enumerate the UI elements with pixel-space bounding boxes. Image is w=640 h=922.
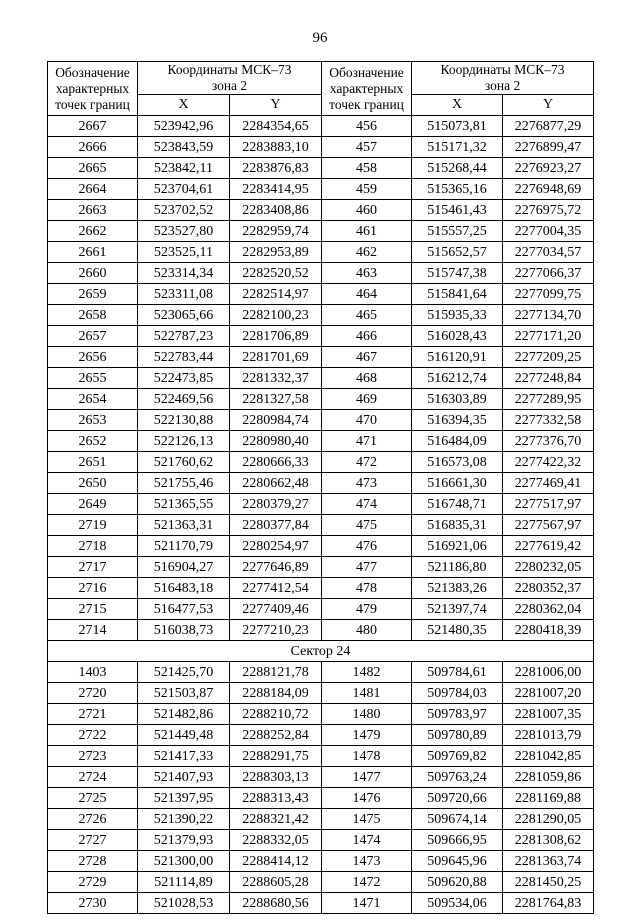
point-id-cell: 470 (322, 410, 412, 431)
point-id-cell: 1472 (322, 872, 412, 893)
table-row (48, 851, 594, 872)
point-id-cell: 2651 (48, 452, 138, 473)
y-coordinate-cell: 2281363,74 (503, 851, 594, 872)
y-coordinate-cell: 2281007,20 (503, 683, 594, 704)
x-coordinate-cell: 523702,52 (138, 200, 230, 221)
table-row (48, 494, 594, 515)
table-row (48, 788, 594, 809)
y-coordinate-cell: 2277422,32 (503, 452, 594, 473)
x-coordinate-cell: 523525,11 (138, 242, 230, 263)
point-id-cell: 1471 (322, 893, 412, 914)
point-id-cell: 466 (322, 326, 412, 347)
x-coordinate-cell: 509674,14 (412, 809, 503, 830)
x-coordinate-cell: 521397,74 (412, 599, 503, 620)
y-coordinate-cell: 2283876,83 (230, 158, 322, 179)
point-id-cell: 2722 (48, 725, 138, 746)
x-column-header: X (138, 95, 230, 116)
x-coordinate-cell: 509784,03 (412, 683, 503, 704)
point-id-cell: 471 (322, 431, 412, 452)
y-coordinate-cell: 2277134,70 (503, 305, 594, 326)
point-id-cell: 2715 (48, 599, 138, 620)
y-coordinate-cell: 2281007,35 (503, 704, 594, 725)
table-row (48, 137, 594, 158)
point-id-cell: 2656 (48, 347, 138, 368)
y-coordinate-cell: 2288680,56 (230, 893, 322, 914)
y-coordinate-cell: 2281042,85 (503, 746, 594, 767)
point-id-cell: 460 (322, 200, 412, 221)
y-coordinate-cell: 2277171,20 (503, 326, 594, 347)
designation-header-line: характерных (329, 80, 404, 96)
x-coordinate-cell: 515841,64 (412, 284, 503, 305)
table-row (48, 830, 594, 851)
page-number: 96 (312, 30, 328, 46)
y-coordinate-cell: 2277210,23 (230, 620, 322, 641)
x-coordinate-cell: 521480,35 (412, 620, 503, 641)
table-row (48, 200, 594, 221)
coords-header-line: зона 2 (211, 78, 248, 93)
y-coordinate-cell: 2288121,78 (230, 662, 322, 683)
point-id-cell: 1482 (322, 662, 412, 683)
designation-header-line: точек границ (329, 96, 404, 112)
y-coordinate-cell: 2282520,52 (230, 263, 322, 284)
y-coordinate-cell: 2277619,42 (503, 536, 594, 557)
x-coordinate-cell: 523942,96 (138, 116, 230, 137)
table-row (48, 389, 594, 410)
point-id-cell: 1477 (322, 767, 412, 788)
x-coordinate-cell: 522469,56 (138, 389, 230, 410)
designation-header-line: Обозначение (329, 64, 404, 80)
x-coordinate-cell: 516394,35 (412, 410, 503, 431)
table-row (48, 221, 594, 242)
x-coordinate-cell: 515461,43 (412, 200, 503, 221)
point-id-cell: 477 (322, 557, 412, 578)
section-row (48, 641, 594, 662)
x-coordinate-cell: 521390,22 (138, 809, 230, 830)
table-row (48, 305, 594, 326)
table-body-part-1 (48, 116, 594, 641)
point-id-cell: 1403 (48, 662, 138, 683)
table-row (48, 326, 594, 347)
point-id-cell: 2658 (48, 305, 138, 326)
x-coordinate-cell: 521365,55 (138, 494, 230, 515)
y-coordinate-cell: 2280418,39 (503, 620, 594, 641)
coordinates-table (47, 61, 594, 914)
y-coordinate-cell: 2281290,05 (503, 809, 594, 830)
table-row (48, 767, 594, 788)
point-id-cell: 2720 (48, 683, 138, 704)
x-coordinate-cell: 521300,00 (138, 851, 230, 872)
point-id-cell: 2659 (48, 284, 138, 305)
table-row (48, 410, 594, 431)
x-coordinate-cell: 516120,91 (412, 347, 503, 368)
table-row (48, 368, 594, 389)
table-body-part-2 (48, 662, 594, 914)
y-coordinate-cell: 2281308,62 (503, 830, 594, 851)
point-id-cell: 458 (322, 158, 412, 179)
y-coordinate-cell: 2288210,72 (230, 704, 322, 725)
x-coordinate-cell: 516038,73 (138, 620, 230, 641)
y-coordinate-cell: 2280379,27 (230, 494, 322, 515)
x-coordinate-cell: 509763,24 (412, 767, 503, 788)
x-coordinate-cell: 523311,08 (138, 284, 230, 305)
point-id-cell: 1480 (322, 704, 412, 725)
point-id-cell: 479 (322, 599, 412, 620)
y-coordinate-cell: 2276923,27 (503, 158, 594, 179)
x-coordinate-cell: 516661,30 (412, 473, 503, 494)
x-coordinate-cell: 521449,48 (138, 725, 230, 746)
y-coordinate-cell: 2281450,25 (503, 872, 594, 893)
y-coordinate-cell: 2288184,09 (230, 683, 322, 704)
point-id-cell: 2727 (48, 830, 138, 851)
y-coordinate-cell: 2281327,58 (230, 389, 322, 410)
table-row (48, 431, 594, 452)
table-row (48, 746, 594, 767)
y-coordinate-cell: 2276899,47 (503, 137, 594, 158)
x-coordinate-cell: 521114,89 (138, 872, 230, 893)
point-id-cell: 474 (322, 494, 412, 515)
y-coordinate-cell: 2277517,97 (503, 494, 594, 515)
point-id-cell: 461 (322, 221, 412, 242)
y-coordinate-cell: 2282514,97 (230, 284, 322, 305)
x-coordinate-cell: 516212,74 (412, 368, 503, 389)
x-coordinate-cell: 521363,31 (138, 515, 230, 536)
x-coordinate-cell: 516028,43 (412, 326, 503, 347)
y-coordinate-cell: 2288332,05 (230, 830, 322, 851)
point-id-cell: 457 (322, 137, 412, 158)
table-row (48, 557, 594, 578)
coords-header (412, 62, 594, 95)
x-coordinate-cell: 509769,82 (412, 746, 503, 767)
table-row (48, 515, 594, 536)
x-coordinate-cell: 509645,96 (412, 851, 503, 872)
y-coordinate-cell: 2282100,23 (230, 305, 322, 326)
x-coordinate-cell: 521186,80 (412, 557, 503, 578)
y-coordinate-cell: 2280662,48 (230, 473, 322, 494)
x-coordinate-cell: 509784,61 (412, 662, 503, 683)
point-id-cell: 1479 (322, 725, 412, 746)
x-coordinate-cell: 522130,88 (138, 410, 230, 431)
point-id-cell: 1473 (322, 851, 412, 872)
x-coordinate-cell: 515268,44 (412, 158, 503, 179)
table-row (48, 347, 594, 368)
y-coordinate-cell: 2288252,84 (230, 725, 322, 746)
y-coordinate-cell: 2281059,86 (503, 767, 594, 788)
y-coordinate-cell: 2277209,25 (503, 347, 594, 368)
x-coordinate-cell: 521503,87 (138, 683, 230, 704)
x-coordinate-cell: 521407,93 (138, 767, 230, 788)
y-coordinate-cell: 2281169,88 (503, 788, 594, 809)
table-row (48, 725, 594, 746)
point-id-cell: 2660 (48, 263, 138, 284)
y-coordinate-cell: 2276877,29 (503, 116, 594, 137)
point-id-cell: 2657 (48, 326, 138, 347)
point-id-cell: 480 (322, 620, 412, 641)
point-id-cell: 2652 (48, 431, 138, 452)
x-coordinate-cell: 521383,26 (412, 578, 503, 599)
x-coordinate-cell: 516303,89 (412, 389, 503, 410)
y-coordinate-cell: 2280352,37 (503, 578, 594, 599)
point-id-cell: 459 (322, 179, 412, 200)
point-id-cell: 2666 (48, 137, 138, 158)
point-id-cell: 467 (322, 347, 412, 368)
x-column-header: X (412, 95, 503, 116)
designation-header-line: точек границ (55, 96, 130, 112)
x-coordinate-cell: 521482,86 (138, 704, 230, 725)
point-id-cell: 2717 (48, 557, 138, 578)
point-id-cell: 473 (322, 473, 412, 494)
designation-header (322, 62, 412, 116)
y-coordinate-cell: 2283408,86 (230, 200, 322, 221)
y-coordinate-cell: 2282959,74 (230, 221, 322, 242)
point-id-cell: 1481 (322, 683, 412, 704)
point-id-cell: 464 (322, 284, 412, 305)
y-coordinate-cell: 2277469,41 (503, 473, 594, 494)
table-header (48, 62, 594, 116)
y-coordinate-cell: 2280666,33 (230, 452, 322, 473)
point-id-cell: 2655 (48, 368, 138, 389)
point-id-cell: 2719 (48, 515, 138, 536)
x-coordinate-cell: 516484,09 (412, 431, 503, 452)
x-coordinate-cell: 523314,34 (138, 263, 230, 284)
x-coordinate-cell: 509783,97 (412, 704, 503, 725)
point-id-cell: 1478 (322, 746, 412, 767)
x-coordinate-cell: 523065,66 (138, 305, 230, 326)
section-divider (48, 641, 594, 662)
point-id-cell: 2730 (48, 893, 138, 914)
y-coordinate-cell: 2281006,00 (503, 662, 594, 683)
x-coordinate-cell: 521760,62 (138, 452, 230, 473)
table-row (48, 620, 594, 641)
designation-header (48, 62, 138, 116)
x-coordinate-cell: 515747,38 (412, 263, 503, 284)
x-coordinate-cell: 516477,53 (138, 599, 230, 620)
y-coordinate-cell: 2276975,72 (503, 200, 594, 221)
y-coordinate-cell: 2277646,89 (230, 557, 322, 578)
x-coordinate-cell: 521417,33 (138, 746, 230, 767)
point-id-cell: 478 (322, 578, 412, 599)
y-coordinate-cell: 2280362,04 (503, 599, 594, 620)
point-id-cell: 2654 (48, 389, 138, 410)
point-id-cell: 2716 (48, 578, 138, 599)
x-coordinate-cell: 515935,33 (412, 305, 503, 326)
x-coordinate-cell: 523843,59 (138, 137, 230, 158)
table-row (48, 809, 594, 830)
x-coordinate-cell: 516904,27 (138, 557, 230, 578)
point-id-cell: 476 (322, 536, 412, 557)
y-coordinate-cell: 2277376,70 (503, 431, 594, 452)
x-coordinate-cell: 509534,06 (412, 893, 503, 914)
y-coordinate-cell: 2280377,84 (230, 515, 322, 536)
point-id-cell: 2724 (48, 767, 138, 788)
y-coordinate-cell: 2282953,89 (230, 242, 322, 263)
point-id-cell: 2721 (48, 704, 138, 725)
x-coordinate-cell: 516483,18 (138, 578, 230, 599)
section-title: Сектор 24 (48, 641, 594, 662)
y-coordinate-cell: 2277004,35 (503, 221, 594, 242)
table-row (48, 662, 594, 683)
y-column-header: Y (503, 95, 594, 116)
point-id-cell: 468 (322, 368, 412, 389)
x-coordinate-cell: 521425,70 (138, 662, 230, 683)
x-coordinate-cell: 521755,46 (138, 473, 230, 494)
x-coordinate-cell: 521397,95 (138, 788, 230, 809)
y-coordinate-cell: 2281764,83 (503, 893, 594, 914)
x-coordinate-cell: 522126,13 (138, 431, 230, 452)
point-id-cell: 2649 (48, 494, 138, 515)
y-coordinate-cell: 2277332,58 (503, 410, 594, 431)
table-row (48, 536, 594, 557)
point-id-cell: 475 (322, 515, 412, 536)
x-coordinate-cell: 516921,06 (412, 536, 503, 557)
y-coordinate-cell: 2288313,43 (230, 788, 322, 809)
point-id-cell: 2663 (48, 200, 138, 221)
y-coordinate-cell: 2277567,97 (503, 515, 594, 536)
x-coordinate-cell: 515557,25 (412, 221, 503, 242)
y-coordinate-cell: 2280254,97 (230, 536, 322, 557)
x-coordinate-cell: 521170,79 (138, 536, 230, 557)
x-coordinate-cell: 515073,81 (412, 116, 503, 137)
y-coordinate-cell: 2276948,69 (503, 179, 594, 200)
x-coordinate-cell: 509780,89 (412, 725, 503, 746)
point-id-cell: 456 (322, 116, 412, 137)
table-row (48, 473, 594, 494)
designation-header-line: характерных (55, 80, 130, 96)
y-coordinate-cell: 2281013,79 (503, 725, 594, 746)
table-row (48, 284, 594, 305)
point-id-cell: 2667 (48, 116, 138, 137)
y-coordinate-cell: 2284354,65 (230, 116, 322, 137)
coords-header-line: зона 2 (484, 78, 521, 93)
point-id-cell: 1474 (322, 830, 412, 851)
y-coordinate-cell: 2288605,28 (230, 872, 322, 893)
y-coordinate-cell: 2280232,05 (503, 557, 594, 578)
x-coordinate-cell: 523704,61 (138, 179, 230, 200)
y-coordinate-cell: 2280980,40 (230, 431, 322, 452)
table-row (48, 263, 594, 284)
designation-header-line: Обозначение (55, 64, 130, 80)
table-row (48, 599, 594, 620)
table-row (48, 179, 594, 200)
x-coordinate-cell: 521379,93 (138, 830, 230, 851)
point-id-cell: 2723 (48, 746, 138, 767)
y-coordinate-cell: 2277248,84 (503, 368, 594, 389)
x-coordinate-cell: 523842,11 (138, 158, 230, 179)
point-id-cell: 2661 (48, 242, 138, 263)
x-coordinate-cell: 515652,57 (412, 242, 503, 263)
x-coordinate-cell: 515171,32 (412, 137, 503, 158)
x-coordinate-cell: 509666,95 (412, 830, 503, 851)
table-row (48, 683, 594, 704)
y-coordinate-cell: 2288321,42 (230, 809, 322, 830)
x-coordinate-cell: 522783,44 (138, 347, 230, 368)
table-row (48, 578, 594, 599)
y-coordinate-cell: 2277066,37 (503, 263, 594, 284)
x-coordinate-cell: 515365,16 (412, 179, 503, 200)
y-coordinate-cell: 2281332,37 (230, 368, 322, 389)
table-row (48, 872, 594, 893)
point-id-cell: 2714 (48, 620, 138, 641)
point-id-cell: 1476 (322, 788, 412, 809)
point-id-cell: 472 (322, 452, 412, 473)
table-row (48, 893, 594, 914)
y-coordinate-cell: 2277289,95 (503, 389, 594, 410)
x-coordinate-cell: 509620,88 (412, 872, 503, 893)
point-id-cell: 462 (322, 242, 412, 263)
point-id-cell: 2665 (48, 158, 138, 179)
point-id-cell: 2726 (48, 809, 138, 830)
x-coordinate-cell: 516835,31 (412, 515, 503, 536)
y-coordinate-cell: 2288414,12 (230, 851, 322, 872)
y-coordinate-cell: 2280984,74 (230, 410, 322, 431)
table-row (48, 242, 594, 263)
point-id-cell: 469 (322, 389, 412, 410)
x-coordinate-cell: 522473,85 (138, 368, 230, 389)
y-coordinate-cell: 2288303,13 (230, 767, 322, 788)
point-id-cell: 2662 (48, 221, 138, 242)
y-coordinate-cell: 2283883,10 (230, 137, 322, 158)
point-id-cell: 2725 (48, 788, 138, 809)
y-coordinate-cell: 2288291,75 (230, 746, 322, 767)
table-row (48, 452, 594, 473)
x-coordinate-cell: 522787,23 (138, 326, 230, 347)
table-row (48, 704, 594, 725)
y-column-header: Y (230, 95, 322, 116)
x-coordinate-cell: 523527,80 (138, 221, 230, 242)
point-id-cell: 465 (322, 305, 412, 326)
point-id-cell: 463 (322, 263, 412, 284)
point-id-cell: 2718 (48, 536, 138, 557)
y-coordinate-cell: 2277412,54 (230, 578, 322, 599)
point-id-cell: 2664 (48, 179, 138, 200)
x-coordinate-cell: 516573,08 (412, 452, 503, 473)
point-id-cell: 2653 (48, 410, 138, 431)
coords-header-line: Координаты МСК–73 (167, 62, 292, 77)
y-coordinate-cell: 2277099,75 (503, 284, 594, 305)
point-id-cell: 2728 (48, 851, 138, 872)
y-coordinate-cell: 2281701,69 (230, 347, 322, 368)
y-coordinate-cell: 2277409,46 (230, 599, 322, 620)
point-id-cell: 1475 (322, 809, 412, 830)
point-id-cell: 2729 (48, 872, 138, 893)
table-row (48, 158, 594, 179)
point-id-cell: 2650 (48, 473, 138, 494)
coords-header-line: Координаты МСК–73 (440, 62, 565, 77)
table-row (48, 116, 594, 137)
y-coordinate-cell: 2281706,89 (230, 326, 322, 347)
y-coordinate-cell: 2283414,95 (230, 179, 322, 200)
y-coordinate-cell: 2277034,57 (503, 242, 594, 263)
x-coordinate-cell: 521028,53 (138, 893, 230, 914)
x-coordinate-cell: 516748,71 (412, 494, 503, 515)
coords-header (138, 62, 322, 95)
x-coordinate-cell: 509720,66 (412, 788, 503, 809)
